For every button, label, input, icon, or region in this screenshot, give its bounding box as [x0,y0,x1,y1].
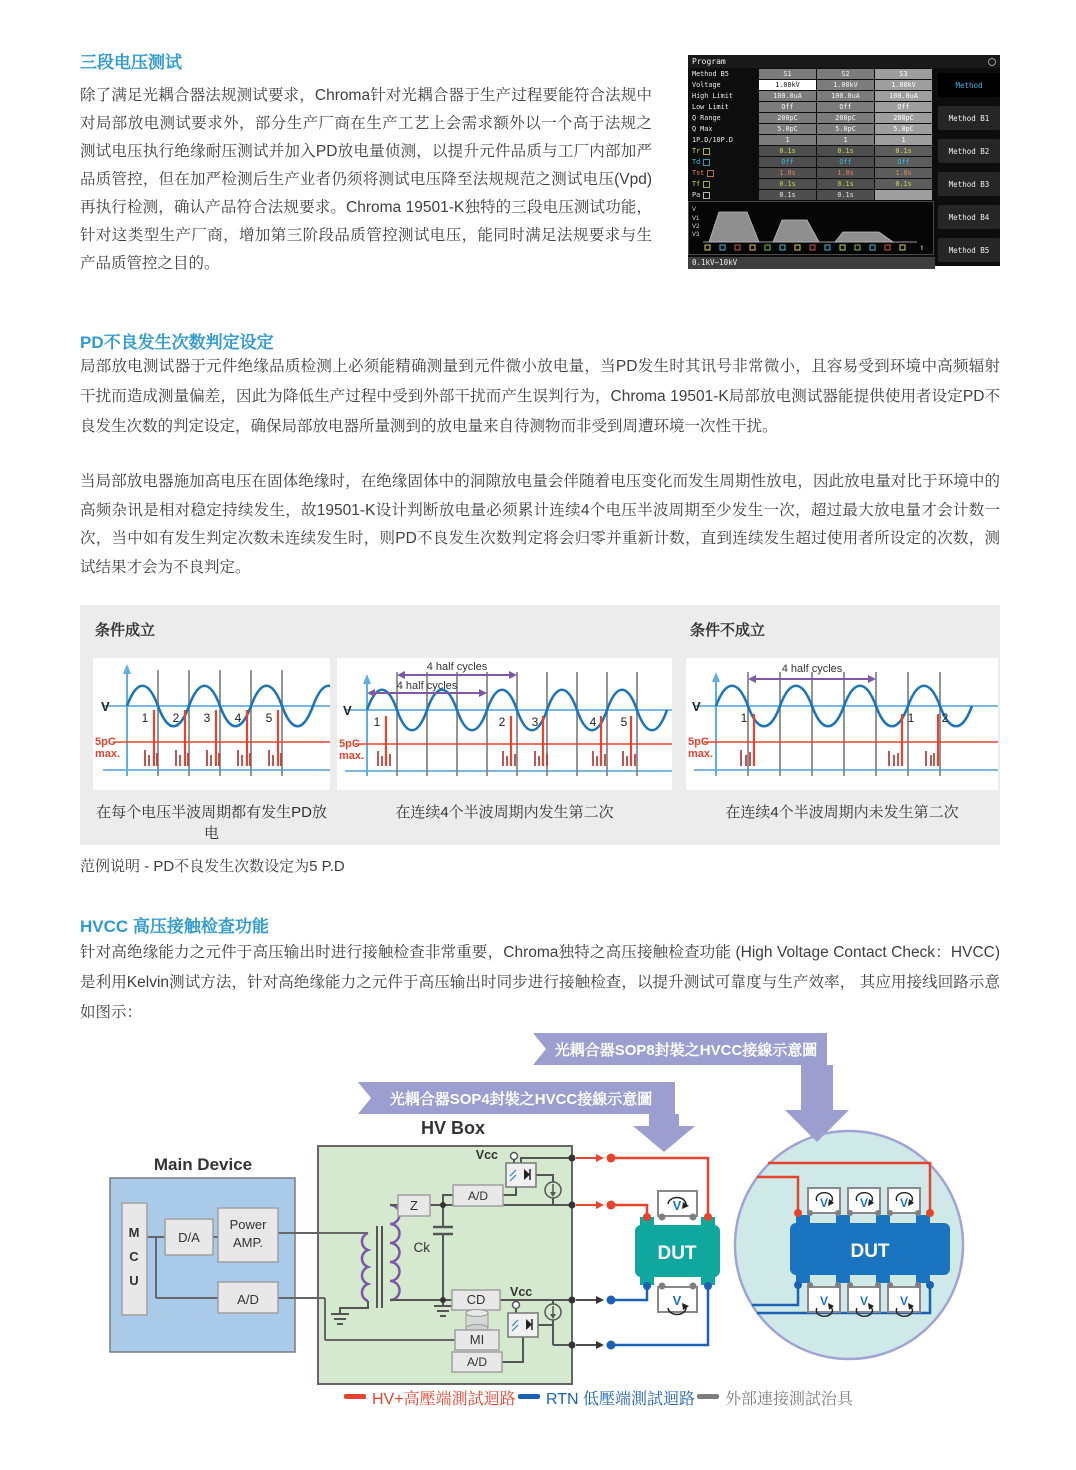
program-softkeys [938,68,1000,269]
svg-text:V: V [672,1293,682,1308]
program-cell: 1.0s [817,168,874,178]
axis-arrow-icon [712,672,720,682]
program-row-label: Td [688,157,758,167]
svg-text:2: 2 [941,711,949,725]
program-cell: Off [817,157,874,167]
svg-text:V2: V2 [692,224,700,230]
softkey-method-b5: Method B5 [938,238,1000,262]
svg-text:Z: Z [410,1198,418,1213]
pd-diagram-caption: 在连续4个半波周期内未发生第二次 [725,804,959,821]
svg-text:光耦合器SOP8封裝之HVCC接線示意圖: 光耦合器SOP8封裝之HVCC接線示意圖 [554,1042,818,1059]
program-cell: 0.1s [875,146,932,156]
svg-text:V3: V3 [692,232,700,238]
svg-text:Ck: Ck [413,1240,430,1255]
svg-text:4 half cycles: 4 half cycles [781,663,843,675]
svg-text:1: 1 [373,715,381,729]
program-cell: 0.1s [817,179,874,189]
svg-text:5: 5 [265,711,273,725]
svg-text:max.: max. [95,748,121,760]
svg-text:U: U [129,1273,139,1288]
svg-text:Vcc: Vcc [475,1148,498,1162]
svg-text:RTN 低壓端測試迴路: RTN 低壓端測試迴路 [546,1391,696,1408]
svg-text:D/A: D/A [178,1230,200,1245]
svg-text:V: V [692,207,697,213]
program-cell: 0.1s [759,179,816,189]
sensor-cylinder-icon [466,1310,488,1332]
pd-diagram-within-4-halfcycles [337,658,672,790]
svg-text:5: 5 [620,715,628,729]
arrow-right-icon [596,1341,604,1349]
svg-text:max.: max. [339,750,365,762]
svg-text:3: 3 [531,715,539,729]
program-cell: 1.00kV [875,80,932,90]
svg-text:5pC: 5pC [688,736,709,748]
svg-text:V: V [819,1196,829,1210]
axis-arrow-icon [123,664,131,674]
program-col-header: S1 [759,69,816,79]
program-row-label: Q Max [692,125,713,133]
program-cell: 1.0s [875,168,932,178]
svg-text:4 half cycles: 4 half cycles [426,661,488,673]
setting-box-icon [703,159,710,166]
svg-text:M: M [128,1225,140,1240]
hvcc-wiring-diagram [0,1030,1076,1445]
voltage-range-status: 0.1kV~10kV [688,257,935,269]
sop4-banner-arrow-icon [633,1114,695,1152]
program-row-label: Pa [688,190,758,200]
svg-text:C: C [129,1249,139,1264]
program-cell: 5.0pC [759,124,816,134]
svg-text:Vcc: Vcc [510,1285,533,1299]
program-cell: Off [817,102,874,112]
svg-text:3: 3 [203,711,211,725]
program-cell [875,190,932,200]
section-heading-pd-count: PD不良发生次数判定设定 [80,333,274,352]
small-discharge-spikes [145,750,281,766]
setting-box-icon [703,181,710,188]
stage2-voltage-trapezoid [773,220,819,242]
pd-diagram-not-within-4-halfcycles [686,658,998,790]
arrow-right-icon [596,1201,604,1209]
svg-text:CD: CD [466,1292,486,1307]
program-row-label: High Limit [692,92,733,100]
svg-text:V: V [819,1294,829,1308]
program-cell: 5.0pC [817,124,874,134]
arrow-right-icon [596,1154,604,1162]
program-cell: 0.1s [759,146,816,156]
diagram-legend [344,1389,854,1408]
legend-dash-rtn [518,1394,540,1399]
paragraph-three-stage: 除了满足光耦合器法规测试要求，Chroma针对光耦合器于生产过程要能符合法规中对局部放电测试要求外，部分生产厂商在生产工艺上会需求额外以一个高于法规之测试电压执行绝缘耐压测试并加入PD放电量侦测，以提升元件品质与工厂内部加严品质管控，但在加严检测后生产业者仍须将测试电压降至法规规范之测试电压(Vpd)再执行检测，确认产品符合法规要求。Chroma 19501-K独特的三段电压测试功能，针对这类型生产厂商，增加第三阶段品质管控测试电压，能同时满足法规要求与生产品质管控之目的。 [80,87,652,272]
svg-text:V: V [859,1196,869,1210]
vcc-terminal-icon [511,1153,518,1160]
program-cell: 200pC [759,113,816,123]
program-cell: 0.1s [817,190,874,200]
svg-text:外部連接測試治具: 外部連接測試治具 [725,1391,854,1408]
legend-dash-hv [344,1394,366,1399]
svg-text:DUT: DUT [850,1241,890,1262]
program-cell: 200pC [817,113,874,123]
paragraph-pd-count-2: 当局部放电器施加高电压在固体绝缘时，在绝缘固体中的洞隙放电量会伴随着电压变化而发生周期性放电，因此放电量对比于环境中的高频杂讯是相对稳定持续发生，故19501-K设计判断放电量必须累计连续4个电压半波周期至少发生一次，超过最大放电量才会计数一次，当中如有发生判定次数未连续发生时，则PD不良发生次数判定将会归零并重新计数，直到连续发生超过使用者所设定的次数，测试结果才会为不良判定。 [80,473,1000,576]
program-screen-image [688,55,1000,266]
program-row-label: Tst [688,168,758,178]
svg-text:Power: Power [229,1217,267,1232]
svg-text:1: 1 [907,711,915,725]
paragraph-pd-count-1: 局部放电测试器于元件绝缘品质检测上必须能精确测量到元件微小放电量，当PD发生时其讯号非常微小，且容易受到环境中高频辐射干扰而造成测量偏差，因此为降低生产过程中受到外部干扰而产生误判行为，Chroma 19501-K局部放电测试器能提供使用者设定PD不良发生次数的判定设定，确保局部放电器所量测到的放电量来自待测物而非受到周遭环境一次性干扰。 [80,358,1000,435]
softkey-method-b2: Method B2 [938,139,1000,163]
svg-text:V1: V1 [692,216,700,222]
softkey-method-b4: Method B4 [938,205,1000,229]
svg-text:2: 2 [498,715,506,729]
svg-text:1: 1 [740,711,748,725]
program-cell: 200pC [875,113,932,123]
program-table [688,68,934,200]
section-heading-hvcc: HVCC 高压接触检查功能 [80,917,269,936]
program-cell: 0.1s [759,190,816,200]
softkey-method-b1: Method B1 [938,106,1000,130]
program-cell: Off [759,102,816,112]
svg-text:A/D: A/D [466,1355,488,1369]
svg-text:V: V [343,703,352,718]
axis-arrow-icon [363,674,371,684]
svg-text:V: V [672,1198,682,1213]
svg-text:max.: max. [688,748,714,760]
setting-box-icon [703,192,710,199]
program-cell: 1 [759,135,816,145]
timing-tick-icons [705,245,905,250]
svg-text:AMP.: AMP. [232,1235,264,1250]
pd-diagram-every-halfcycle [93,658,330,790]
softkey-method-b3: Method B3 [938,172,1000,196]
svg-text:MI: MI [469,1332,485,1347]
svg-text:5pC: 5pC [95,736,116,748]
svg-text:5pC: 5pC [339,738,360,750]
program-cell: 100.0uA [875,91,932,101]
svg-text:Main Device: Main Device [153,1155,253,1174]
condition-met-title: 条件成立 [95,622,156,639]
program-title: Program [692,57,726,66]
program-cell: 1 [817,135,874,145]
program-cell: 1 [875,135,932,145]
svg-text:A/D: A/D [237,1292,259,1307]
optocoupler-icon-bottom [508,1313,538,1337]
stage1-voltage-trapezoid [709,212,759,242]
program-row-label: Low Limit [692,103,729,111]
svg-text:V: V [899,1294,909,1308]
pd-diagram-caption: 在每个电压半波周期都有发生PD放电 [96,804,327,842]
svg-text:4: 4 [589,715,597,729]
svg-text:HV Box: HV Box [420,1118,486,1138]
program-cell: 1.0s [759,168,816,178]
svg-text:2: 2 [172,711,180,725]
program-row-label: Tr [688,146,758,156]
pd-diagram-caption: 在连续4个半波周期内发生第二次 [395,804,614,821]
program-left-pane [688,68,935,269]
arrow-right-icon [596,1296,604,1304]
svg-text:HV+高壓端測試迴路: HV+高壓端測試迴路 [372,1391,516,1408]
setting-box-icon [703,148,710,155]
svg-text:V: V [101,699,110,714]
small-discharge-spikes [378,751,635,766]
stage3-voltage-trapezoid [835,232,893,242]
svg-text:t: t [921,245,923,252]
legend-dash-fixture [697,1394,719,1399]
program-cell-selected: 1.00kV [759,80,816,90]
program-cell: 100.0uA [759,91,816,101]
program-col-header: S3 [875,69,932,79]
svg-text:A/D: A/D [467,1189,489,1203]
svg-text:1: 1 [141,711,149,725]
example-note: 范例说明 - PD不良发生次数设定为5 P.D [80,858,345,875]
svg-text:V: V [692,699,701,714]
program-row-label: Q Range [692,114,721,122]
small-discharge-spikes [741,750,934,766]
program-col-header: S2 [817,69,874,79]
program-cell: Off [759,157,816,167]
svg-text:V: V [859,1294,869,1308]
section-heading-three-stage: 三段电压测试 [80,53,182,72]
pd-condition-panel [80,605,1000,845]
optocoupler-icon-top [506,1163,536,1187]
svg-text:DUT: DUT [657,1243,697,1264]
program-cell: 0.1s [817,146,874,156]
setting-box-icon [707,170,714,177]
svg-text:4 half cycles: 4 half cycles [396,680,458,692]
program-cell: 5.0pC [875,124,932,134]
program-row-label: Voltage [692,81,721,89]
svg-text:4: 4 [234,711,242,725]
paragraph-hvcc: 针对高绝缘能力之元件于高压输出时进行接触检查非常重要，Chroma独特之高压接触检查功能 (High Voltage Contact Check：HVCC)是利用Kelvin测试方法，针对高绝缘能力之元件于高压输出时同步进行接触检查，以提升测试可靠度与生产效率， 其应用接线回路示意如图示： [80,944,1000,1021]
program-row-label: 1P.D/10P.D [692,136,733,144]
svg-text:光耦合器SOP4封裝之HVCC接線示意圖: 光耦合器SOP4封裝之HVCC接線示意圖 [389,1091,653,1108]
program-cell: Off [875,102,932,112]
program-row-label: Tf [688,179,758,189]
program-titlebar [688,55,1000,68]
condition-not-met-title: 条件不成立 [690,622,766,639]
program-cell: Off [875,157,932,167]
softkey-method: Method [938,73,1000,97]
program-cell: 100.0uA [817,91,874,101]
pd-count-numbers [374,715,628,729]
program-row-label: Method B5 [692,70,729,78]
voltage-profile-graph [688,201,934,255]
status-dot-icon [988,58,996,66]
vcc-terminal-icon [513,1302,520,1309]
svg-text:V: V [899,1196,909,1210]
program-cell: 0.1s [875,179,932,189]
program-cell: 1.00kV [817,80,874,90]
